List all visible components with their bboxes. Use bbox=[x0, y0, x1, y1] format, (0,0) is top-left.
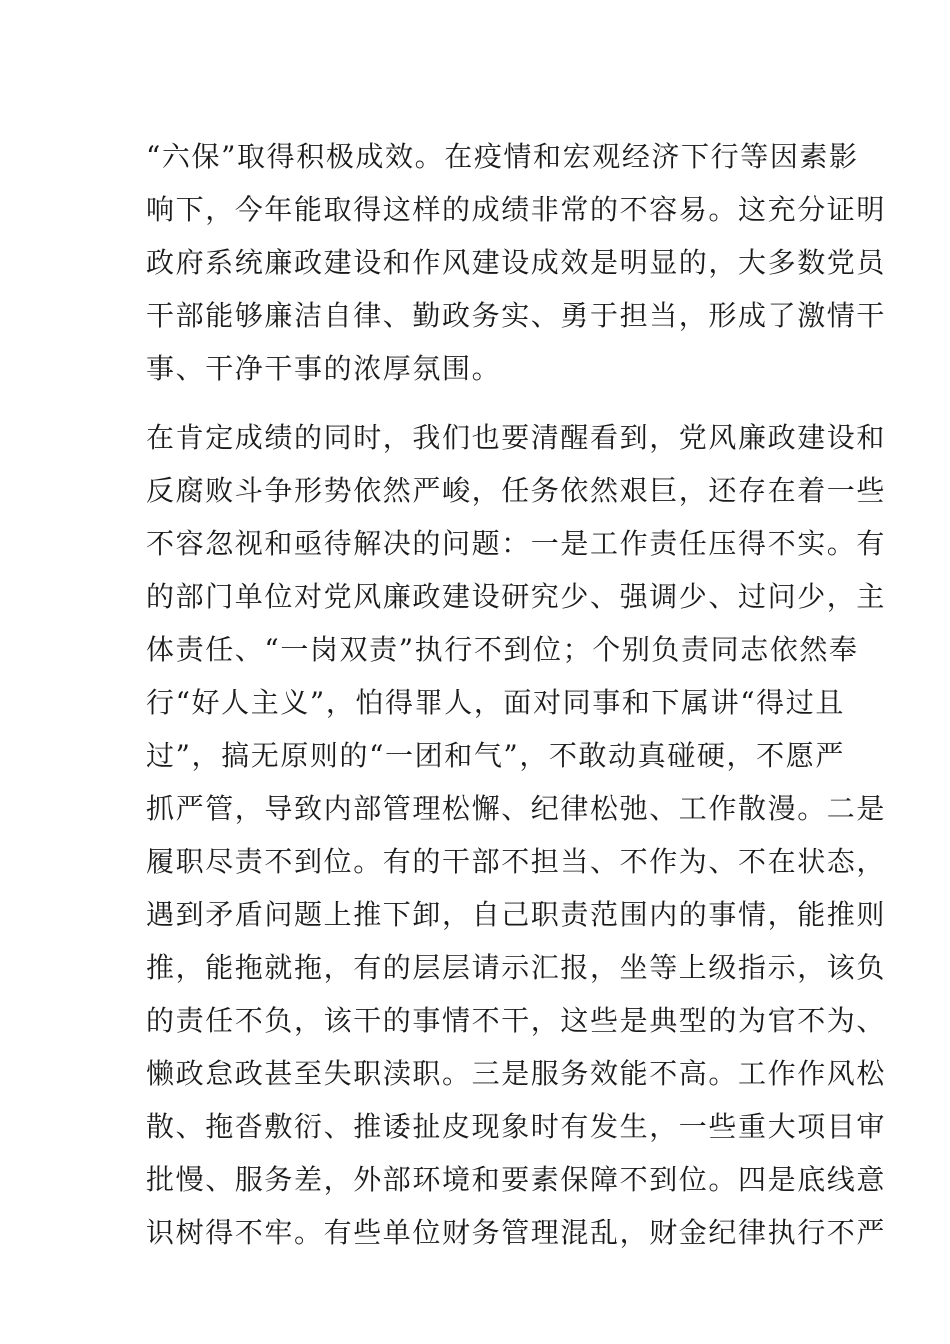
text-line: 推，能拖就拖，有的层层请示汇报，坐等上级指示，该负 bbox=[146, 951, 887, 984]
text-line: 行“好人主义”，怕得罪人，面对同事和下属讲“得过且 bbox=[146, 686, 845, 719]
text-line: 懒政怠政甚至失职渎职。三是服务效能不高。工作作风松 bbox=[146, 1057, 887, 1090]
text-line: 事、干净干事的浓厚氛围。 bbox=[146, 352, 502, 385]
text-line: 过”，搞无原则的“一团和气”，不敢动真碰硬，不愿严 bbox=[146, 739, 845, 772]
text-line: 的部门单位对党风廉政建设研究少、强调少、过问少，主 bbox=[146, 580, 887, 613]
text-line: 批慢、服务差，外部环境和要素保障不到位。四是底线意 bbox=[146, 1163, 887, 1196]
text-line: 遇到矛盾问题上推下卸，自己职责范围内的事情，能推则 bbox=[146, 898, 887, 931]
document-body bbox=[146, 130, 887, 1259]
text-line: 体责任、“一岗双责”执行不到位；个别负责同志依然奉 bbox=[146, 633, 859, 666]
text-line: 履职尽责不到位。有的干部不担当、不作为、不在状态， bbox=[146, 845, 887, 878]
paragraph-2 bbox=[146, 411, 887, 1259]
text-line: 在肯定成绩的同时，我们也要清醒看到，党风廉政建设和 bbox=[146, 421, 887, 454]
text-line: 散、拖沓敷衍、推诿扯皮现象时有发生，一些重大项目审 bbox=[146, 1110, 887, 1143]
text-line: 的责任不负，该干的事情不干，这些是典型的为官不为、 bbox=[146, 1004, 887, 1037]
text-line: 响下，今年能取得这样的成绩非常的不容易。这充分证明 bbox=[146, 193, 887, 226]
text-line: 反腐败斗争形势依然严峻，任务依然艰巨，还存在着一些 bbox=[146, 474, 887, 507]
text-line: 抓严管，导致内部管理松懈、纪律松弛、工作散漫。二是 bbox=[146, 792, 887, 825]
text-line: 不容忽视和亟待解决的问题：一是工作责任压得不实。有 bbox=[146, 527, 887, 560]
text-line: “六保”取得积极成效。在疫情和宏观经济下行等因素影 bbox=[146, 140, 859, 173]
paragraph-1 bbox=[146, 130, 887, 395]
text-line: 政府系统廉政建设和作风建设成效是明显的，大多数党员 bbox=[146, 246, 887, 279]
text-line: 干部能够廉洁自律、勤政务实、勇于担当，形成了激情干 bbox=[146, 299, 887, 332]
text-line: 识树得不牢。有些单位财务管理混乱，财金纪律执行不严 bbox=[146, 1216, 887, 1249]
